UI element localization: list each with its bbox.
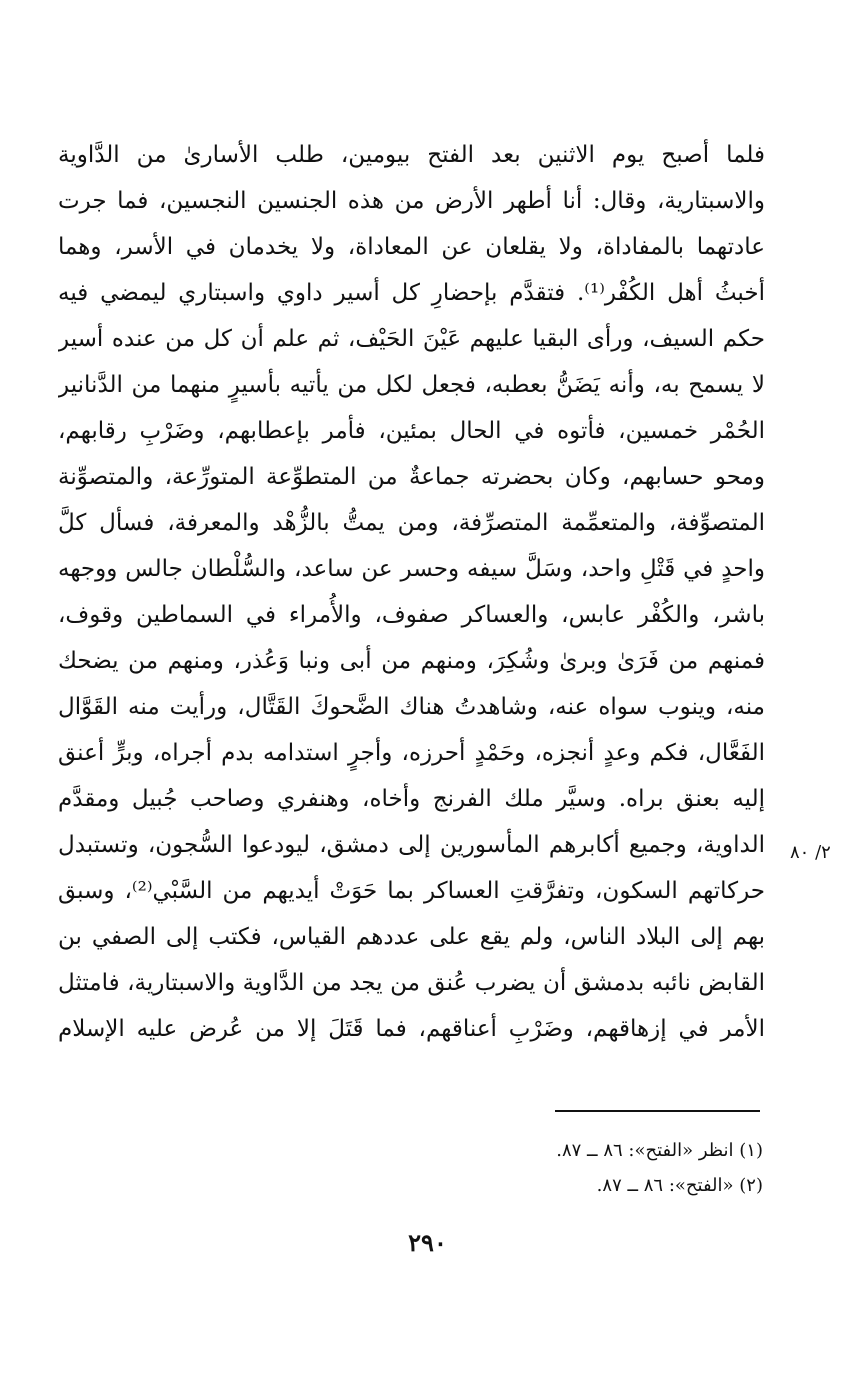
text-line: أخبثُ أهل الكُفْر⁽¹⁾. فتقدَّم بإحضارِ كل أسير داوي واسبتاري ليمضي فيه [58, 280, 765, 306]
text-line: واحدٍ في قَتْلِ واحد، وسَلَّ سيفه وحسر عن ساعد، والسُّلْطان جالس ووجهه [58, 556, 765, 582]
text-line: حركاتهم السكون، وتفرَّقتِ العساكر بما حَوَتْ أيديهم من السَّبْي⁽²⁾، وسبق [58, 878, 765, 904]
footnote-1: (١) انظر «الفتح»: ٨٦ ــ ٨٧. [556, 1140, 763, 1161]
text-line: عادتهما بالمفاداة، ولا يقلعان عن المعاداة، ولا يخدمان في الأسر، وهما [58, 234, 765, 260]
text-line: لا يسمح به، وأنه يَضَنُّ بعطبه، فجعل لكل من يأتيه بأسيرٍ منهما من الدَّنانير [58, 372, 765, 398]
text-line: القابض نائبه بدمشق أن يضرب عُنق من يجد من الدَّاوية والاسبتارية، فامتثل [58, 970, 765, 996]
text-line: فمنهم من فَرَىٰ وبرىٰ وشُكِرَ، ومنهم من أبى ونبا وَعُذر، ومنهم من يضحك [58, 648, 765, 674]
text-line: الحُمْر خمسين، فأتوه في الحال بمئين، فأمر بإعطابهم، وضَرْبِ رقابهم، [58, 418, 765, 444]
text-line: الأمر في إزهاقهم، وضَرْبِ أعناقهم، فما قَتَلَ إلا من عُرض عليه الإسلام [58, 1016, 765, 1042]
footnotes [556, 1133, 763, 1203]
main-text [58, 132, 765, 1052]
text-line: إليه بعنق براه. وسيَّر ملك الفرنج وأخاه، وهنفري وصاحب جُبيل ومقدَّم [58, 786, 765, 812]
text-line: المتصوِّفة، والمتعمِّمة المتصرِّفة، ومن يمتُّ بالزُّهْد والمعرفة، فسأل كلَّ [58, 510, 765, 536]
page-number: ٢٩٠ [408, 1228, 447, 1257]
text-line: ومحو حسابهم، وكان بحضرته جماعةٌ من المتطوِّعة المتورِّعة، والمتصوِّنة [58, 464, 765, 490]
text-line: الفَعَّال، فكم وعدٍ أنجزه، وحَمْدٍ أحرزه، وأجرٍ استدامه بدم أجراه، وبرٍّ أعنق [58, 740, 765, 766]
text-line: باشر، والكُفْر عابس، والعساكر صفوف، والأُمراء في السماطين وقوف، [58, 602, 765, 628]
text-line: الداوية، وجميع أكابرهم المأسورين إلى دمشق، ليودعوا السُّجون، وتستبدل [58, 832, 765, 858]
text-line: حكم السيف، ورأى البقيا عليهم عَيْنَ الحَيْف، ثم علم أن كل من عنده أسير [58, 326, 765, 352]
margin-reference: ٢/ ٨٠ [790, 842, 831, 863]
text-line: منه، وينوب سواه عنه، وشاهدتُ هناك الضَّحوكَ القَتَّال، ورأيت منه القَوَّال [58, 694, 765, 720]
text-line: والاسبتارية، وقال: أنا أطهر الأرض من هذه الجنسين النجسين، فما جرت [58, 188, 765, 214]
footnote-2: (٢) «الفتح»: ٨٦ ــ ٨٧. [596, 1175, 763, 1196]
text-line: فلما أصبح يوم الاثنين بعد الفتح بيومين، طلب الأسارىٰ من الدَّاوية [58, 142, 765, 168]
text-line: بهم إلى البلاد الناس، ولم يقع على عددهم القياس، فكتب إلى الصفي بن [58, 924, 765, 950]
footnote-divider [555, 1110, 760, 1112]
